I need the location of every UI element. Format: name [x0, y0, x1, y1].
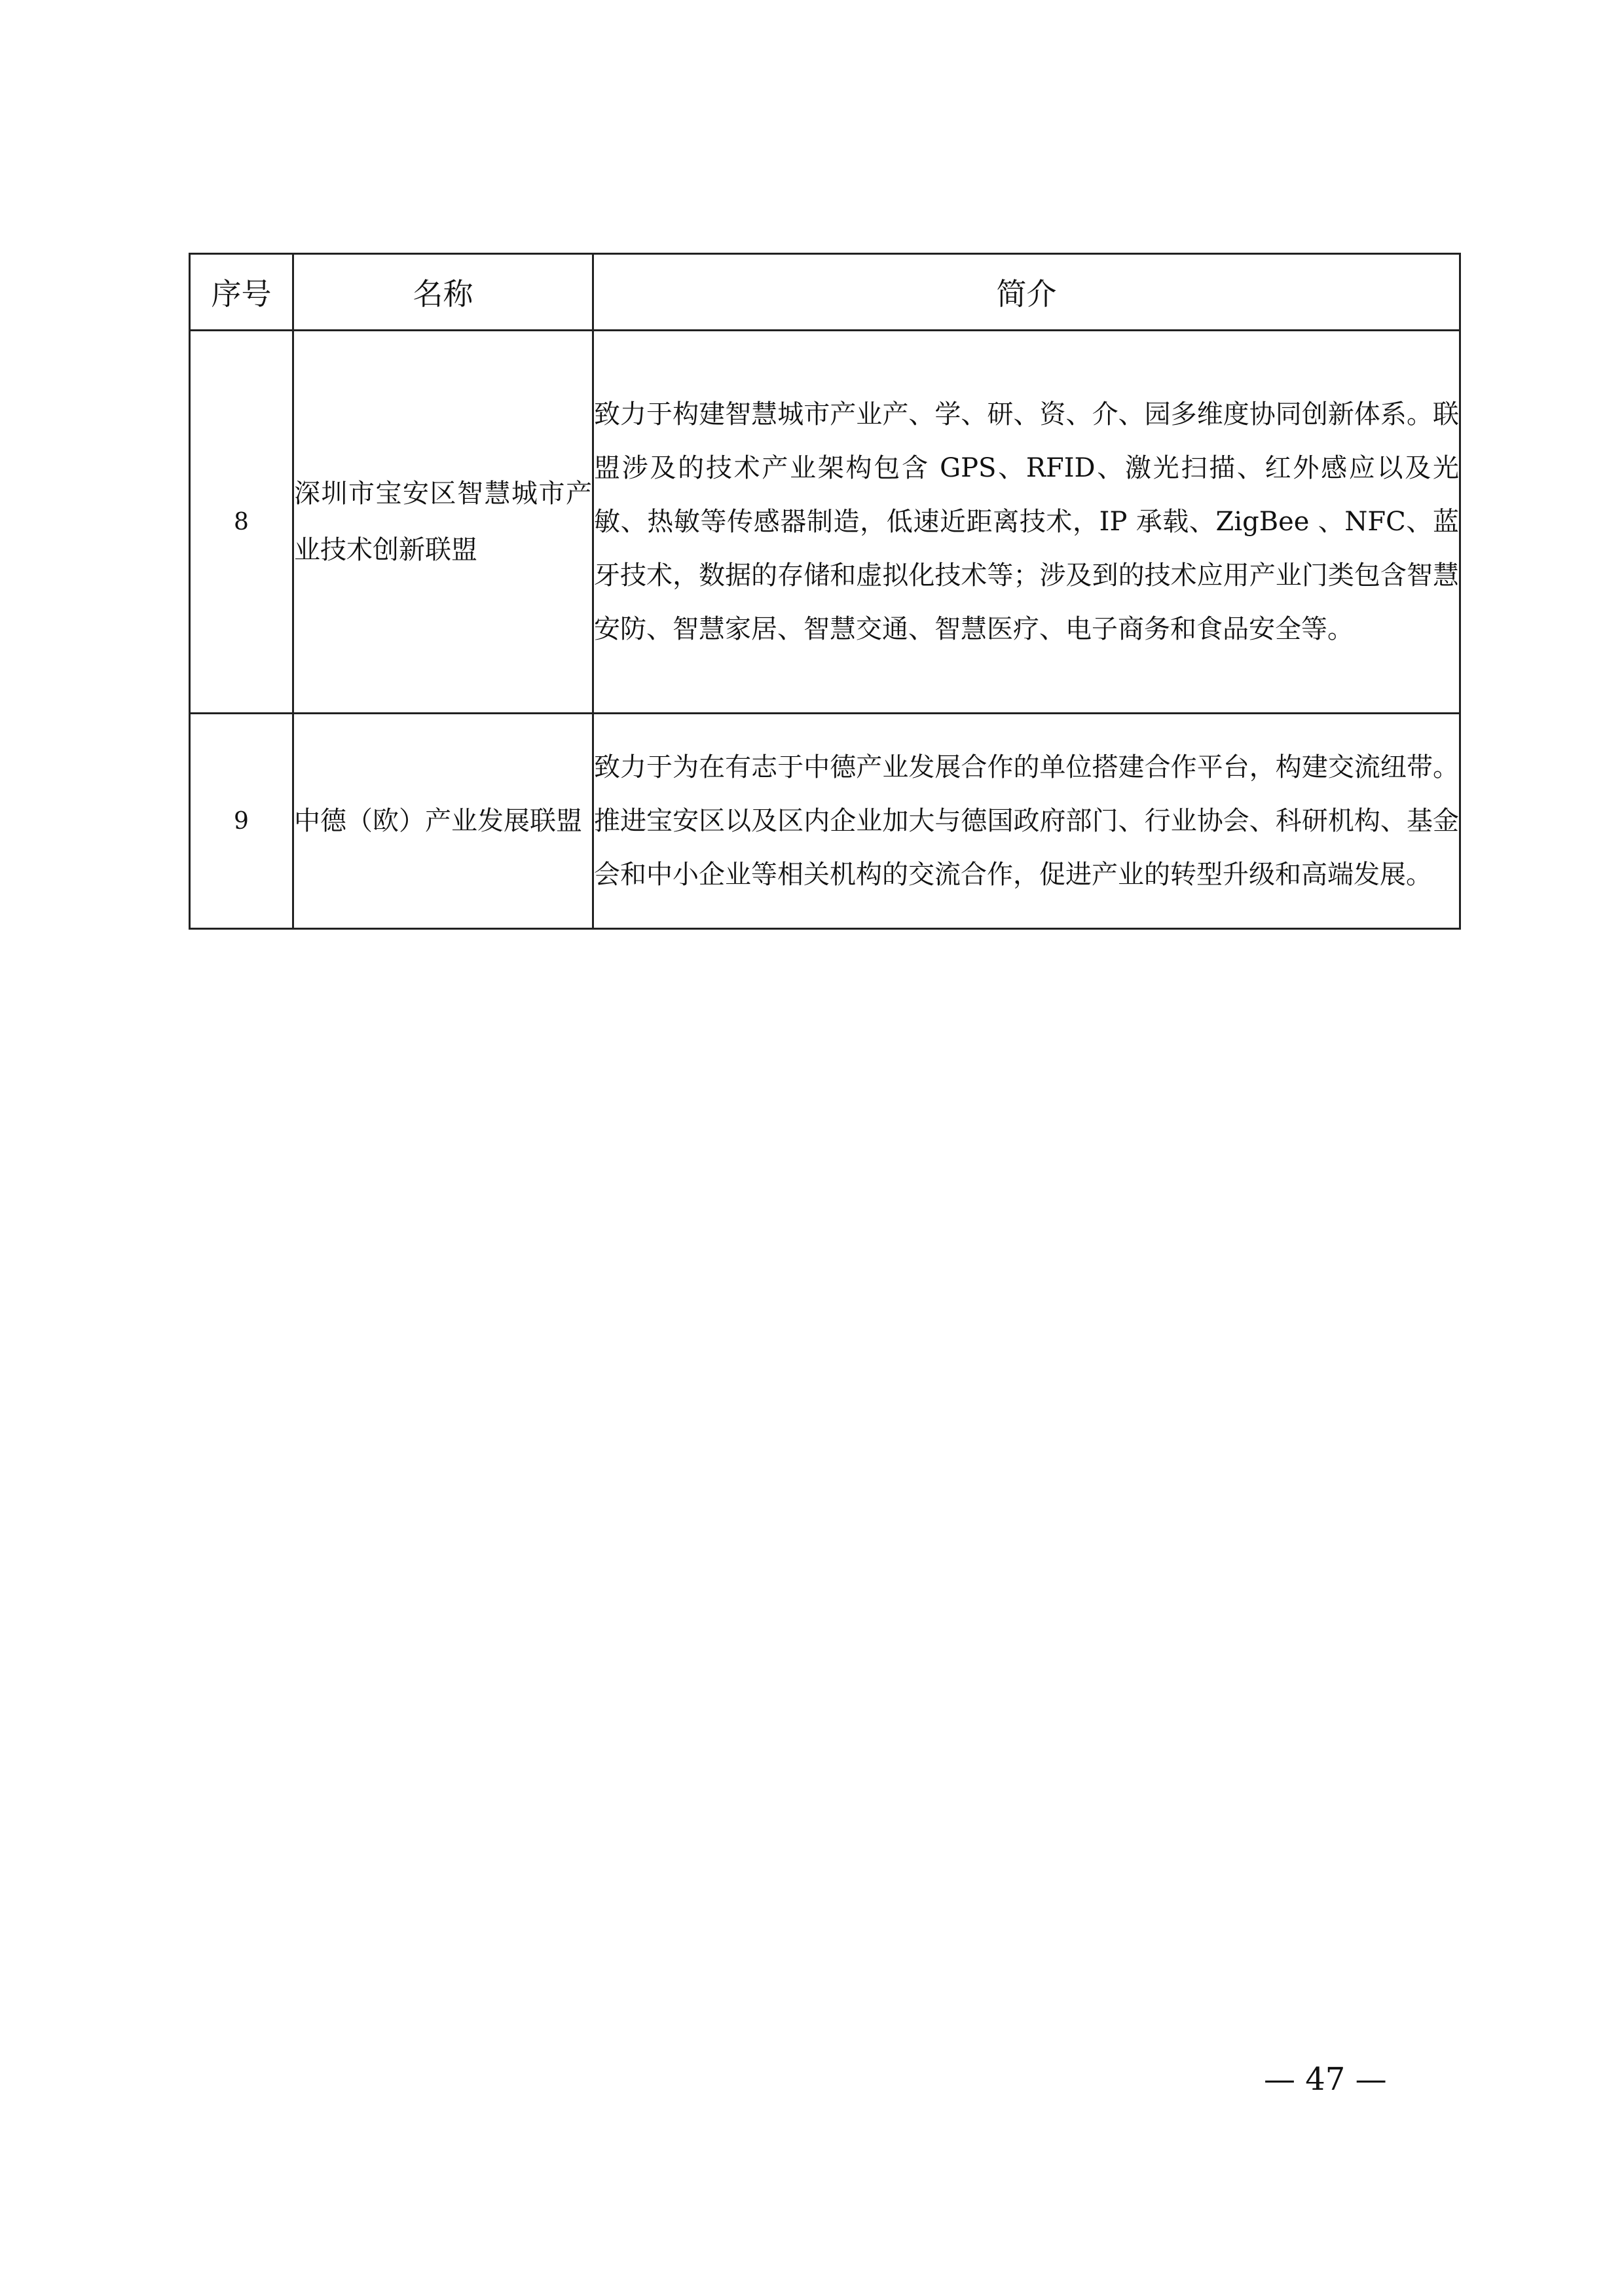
header-number: 序号: [190, 254, 293, 331]
table-header-row: [190, 254, 1460, 331]
alliance-description: 致力于为在有志于中德产业发展合作的单位搭建合作平台，构建交流纽带。推进宝安区以及区内企业加大与德国政府部门、行业协会、科研机构、基金会和中小企业等相关机构的交流合作，促进产业的转型升级和高端发展。: [593, 714, 1460, 929]
page-number: — 47 —: [1264, 2061, 1387, 2098]
alliance-name: 中德（欧）产业发展联盟: [293, 714, 593, 929]
alliance-table: [189, 253, 1461, 930]
header-description: 简介: [593, 254, 1460, 331]
table-row: [190, 714, 1460, 929]
row-number: 8: [190, 331, 293, 714]
row-number: 9: [190, 714, 293, 929]
header-name: 名称: [293, 254, 593, 331]
alliance-name: 深圳市宝安区智慧城市产业技术创新联盟: [293, 331, 593, 714]
table-row: [190, 331, 1460, 714]
alliance-description: 致力于构建智慧城市产业产、学、研、资、介、园多维度协同创新体系。联盟涉及的技术产业架构包含 GPS、RFID、激光扫描、红外感应以及光敏、热敏等传感器制造，低速近距离技术，IP 承载、ZigBee 、NFC、蓝牙技术，数据的存储和虚拟化技术等；涉及到的技术应用产业门类包含智慧安防、智慧家居、智慧交通、智慧医疗、电子商务和食品安全等。: [593, 331, 1460, 714]
